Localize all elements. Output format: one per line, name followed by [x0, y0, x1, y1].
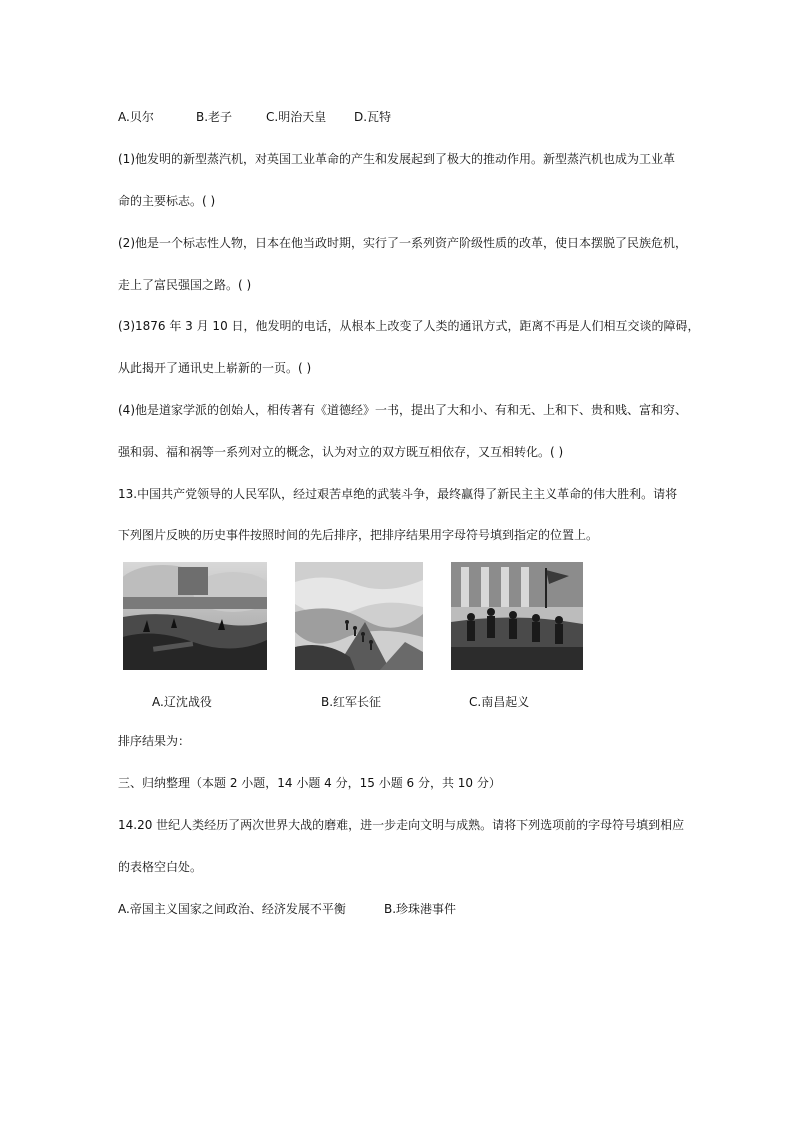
q12-item-2-line2: 走上了富民强国之路。( )	[118, 278, 252, 292]
q13-stem-line1: 13.中国共产党领导的人民军队，经过艰苦卓绝的武装斗争，最终赢得了新民主主义革命的伟大胜利。请将	[118, 487, 678, 501]
caption-c: C.南昌起义	[469, 695, 530, 709]
picture-liaoshen-campaign	[123, 562, 267, 670]
q12-option-c: C.明治天皇	[266, 110, 327, 124]
q12-item-2-line1: (2)他是一个标志性人物，日本在他当政时期，实行了一系列资产阶级性质的改革，使日本摆脱了民族危机，	[118, 236, 688, 250]
q14-stem-line2: 的表格空白处。	[118, 860, 203, 874]
q12-item-4-line2: 强和弱、福和祸等一系列对立的概念，认为对立的双方既互相依存，又互相转化。( )	[118, 445, 564, 459]
section-3-heading: 三、归纳整理（本题 2 小题，14 小题 4 分，15 小题 6 分，共 10 分）	[118, 776, 501, 790]
q14-option-a: A.帝国主义国家之间政治、经济发展不平衡	[118, 902, 346, 916]
q12-item-3-line2: 从此揭开了通讯史上崭新的一页。( )	[118, 361, 312, 375]
picture-long-march	[295, 562, 423, 670]
q12-item-4-line1: (4)他是道家学派的创始人，相传著有《道德经》一书，提出了大和小、有和无、上和下、贵和贱、富和穷、	[118, 403, 688, 417]
q12-item-1-line1: (1)他发明的新型蒸汽机，对英国工业革命的产生和发展起到了极大的推动作用。新型蒸汽机也成为工业革	[118, 152, 676, 166]
q12-options-row	[118, 109, 391, 125]
q14-option-b: B.珍珠港事件	[384, 902, 457, 916]
q12-item-3-line1: (3)1876 年 3 月 10 日，他发明的电话，从根本上改变了人类的通讯方式，距离不再是人们相互交谈的障碍，	[118, 319, 700, 333]
q12-item-1-line2: 命的主要标志。( )	[118, 194, 216, 208]
q13-result-label: 排序结果为：	[118, 734, 191, 748]
q13-stem-line2: 下列图片反映的历史事件按照时间的先后排序，把排序结果用字母符号填到指定的位置上。	[118, 528, 599, 542]
q12-option-b: B.老子	[196, 110, 233, 124]
q12-option-d: D.瓦特	[354, 110, 392, 124]
picture-nanchang-uprising	[451, 562, 583, 670]
q12-option-a: A.贝尔	[118, 110, 154, 124]
q14-stem-line1: 14.20 世纪人类经历了两次世界大战的磨难，进一步走向文明与成熟。请将下列选项前的字母符号填到相应	[118, 818, 685, 832]
caption-b: B.红军长征	[321, 695, 382, 709]
q14-options-row	[118, 901, 456, 917]
caption-a: A.辽沈战役	[152, 695, 212, 709]
